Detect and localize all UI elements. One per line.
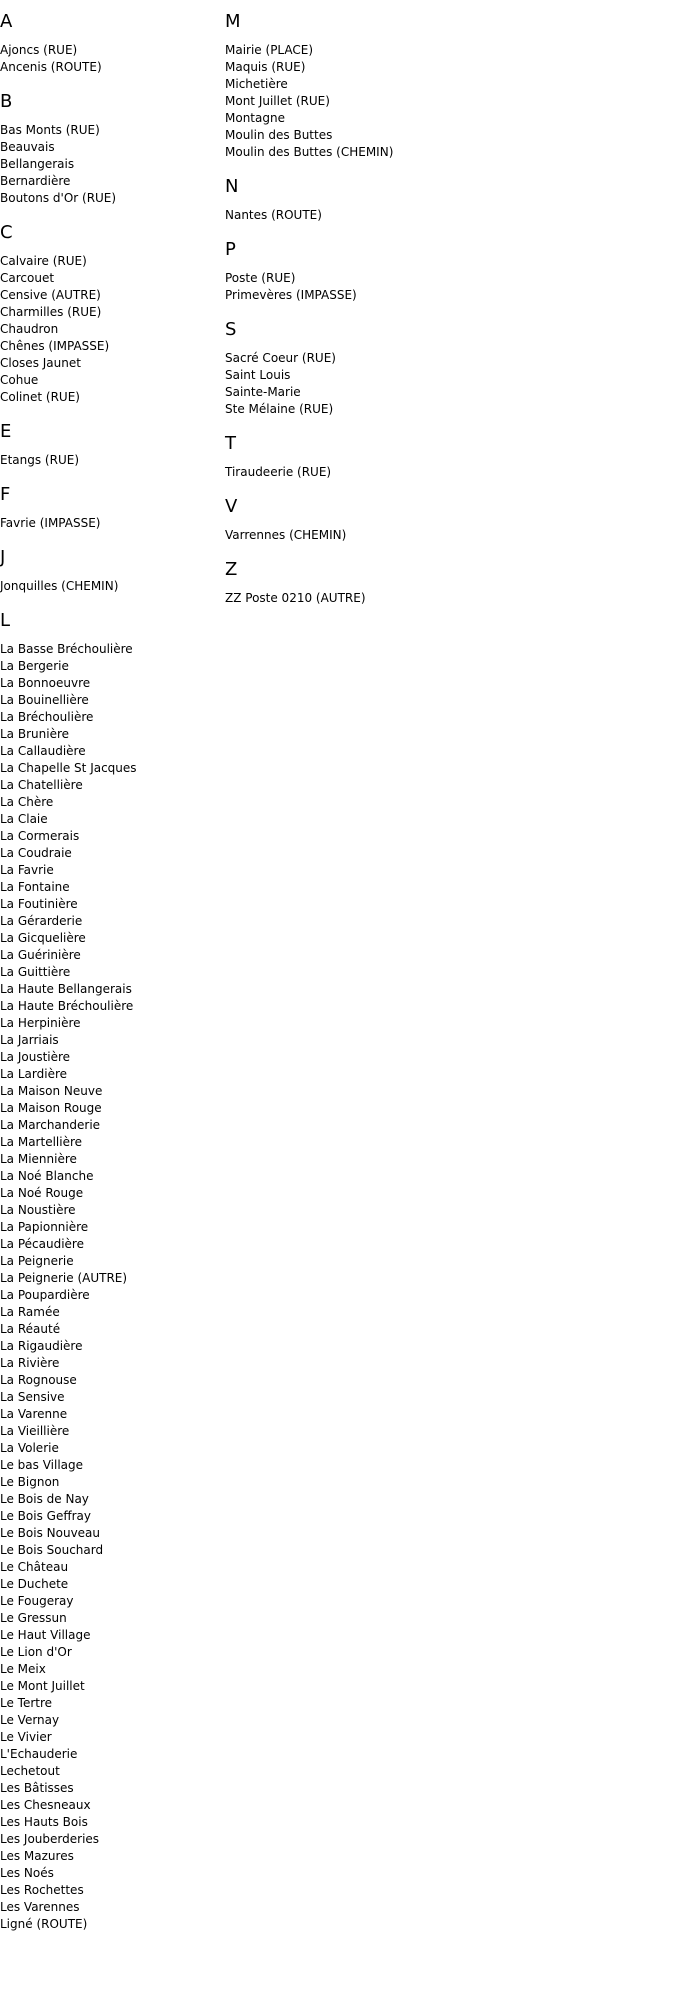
street-link[interactable]: La Réauté <box>0 1322 61 1336</box>
street-link[interactable]: Les Varennes <box>0 1900 80 1914</box>
street-link[interactable]: Le Bois de Nay <box>0 1492 89 1506</box>
street-link[interactable]: Le Haut Village <box>0 1628 91 1642</box>
street-link[interactable]: Les Bâtisses <box>0 1781 74 1795</box>
street-link[interactable]: Censive (AUTRE) <box>0 288 101 302</box>
street-link[interactable]: La Gicquelière <box>0 931 86 945</box>
letter-group-s <box>225 319 665 418</box>
street-link[interactable]: La Miennière <box>0 1152 77 1166</box>
street-link[interactable]: La Fontaine <box>0 880 70 894</box>
letter-group-m <box>225 11 665 161</box>
street-link[interactable]: Carcouet <box>0 271 55 285</box>
street-link[interactable]: La Brunière <box>0 727 69 741</box>
street-link[interactable]: La Martellière <box>0 1135 83 1149</box>
letter-group-j <box>0 547 220 595</box>
street-link[interactable]: Le Château <box>0 1560 69 1574</box>
street-link[interactable]: Le Bois Geffray <box>0 1509 91 1523</box>
street-link[interactable]: Bernardière <box>0 174 71 188</box>
street-link[interactable]: Varrennes (CHEMIN) <box>225 528 347 542</box>
street-link[interactable]: La Haute Bréchoulière <box>0 999 134 1013</box>
street-link[interactable]: Le Gressun <box>0 1611 67 1625</box>
street-link[interactable]: La Joustière <box>0 1050 71 1064</box>
letter-heading: B <box>0 91 13 112</box>
street-link[interactable]: Les Rochettes <box>0 1883 84 1897</box>
street-link[interactable]: La Coudraie <box>0 846 72 860</box>
street-link[interactable]: La Haute Bellangerais <box>0 982 132 996</box>
street-link[interactable]: Lechetout <box>0 1764 60 1778</box>
street-list <box>0 42 220 76</box>
street-link[interactable]: La Callaudière <box>0 744 86 758</box>
street-link[interactable]: Le Bois Nouveau <box>0 1526 101 1540</box>
street-list <box>0 515 220 532</box>
street-link[interactable]: La Rivière <box>0 1356 60 1370</box>
street-list <box>225 464 665 481</box>
street-link[interactable]: La Pécaudière <box>0 1237 84 1251</box>
street-link[interactable]: Ancenis (ROUTE) <box>0 60 102 74</box>
street-link[interactable]: Moulin des Buttes <box>225 128 333 142</box>
street-link[interactable]: Le Mont Juillet <box>0 1679 85 1693</box>
letter-heading: J <box>0 547 6 568</box>
street-link[interactable]: L'Echauderie <box>0 1747 78 1761</box>
street-link[interactable]: Montagne <box>225 111 285 125</box>
letter-group-b <box>0 91 220 207</box>
street-link[interactable]: Maquis (RUE) <box>225 60 306 74</box>
letter-heading: E <box>0 421 12 442</box>
street-link[interactable]: La Marchanderie <box>0 1118 101 1132</box>
street-link[interactable]: Le bas Village <box>0 1458 84 1472</box>
street-link[interactable]: La Bouinellière <box>0 693 89 707</box>
street-link[interactable]: Le Fougeray <box>0 1594 74 1608</box>
letter-group-v <box>225 496 665 544</box>
street-link[interactable]: Calvaire (RUE) <box>0 254 87 268</box>
street-link[interactable]: Primevères (IMPASSE) <box>225 288 357 302</box>
street-link[interactable]: Les Noés <box>0 1866 54 1880</box>
street-link[interactable]: Le Vernay <box>0 1713 60 1727</box>
letter-heading: A <box>0 11 13 32</box>
letter-group-z <box>225 559 665 607</box>
street-link[interactable]: Ligné (ROUTE) <box>0 1917 88 1931</box>
street-list <box>0 122 220 207</box>
street-link[interactable]: Le Vivier <box>0 1730 52 1744</box>
letter-heading: F <box>0 484 11 505</box>
letter-heading: V <box>225 496 238 517</box>
street-link[interactable]: La Guérinière <box>0 948 81 962</box>
street-link[interactable]: La Gérarderie <box>0 914 83 928</box>
street-link[interactable]: Chaudron <box>0 322 59 336</box>
street-link[interactable]: La Foutinière <box>0 897 78 911</box>
street-link[interactable]: Closes Jaunet <box>0 356 81 370</box>
street-link[interactable]: Bas Monts (RUE) <box>0 123 100 137</box>
street-link[interactable]: La Vieillière <box>0 1424 70 1438</box>
street-link[interactable]: La Ramée <box>0 1305 60 1319</box>
street-list <box>0 253 220 406</box>
street-link[interactable]: Charmilles (RUE) <box>0 305 102 319</box>
street-link[interactable]: La Chapelle St Jacques <box>0 761 137 775</box>
street-link[interactable]: La Chère <box>0 795 54 809</box>
street-link[interactable]: La Rognouse <box>0 1373 77 1387</box>
street-index-left-column <box>0 0 220 1948</box>
street-link[interactable]: Ajoncs (RUE) <box>0 43 78 57</box>
street-link[interactable]: Le Duchete <box>0 1577 69 1591</box>
street-list <box>225 207 665 224</box>
street-link[interactable]: La Claie <box>0 812 48 826</box>
street-link[interactable]: Le Tertre <box>0 1696 53 1710</box>
letter-group-l <box>0 610 220 1933</box>
street-link[interactable]: La Bergerie <box>0 659 69 673</box>
street-link[interactable]: Les Mazures <box>0 1849 74 1863</box>
street-link[interactable]: Les Chesneaux <box>0 1798 91 1812</box>
letter-heading: Z <box>225 559 238 580</box>
street-link[interactable]: Poste (RUE) <box>225 271 296 285</box>
street-link[interactable]: La Poupardière <box>0 1288 90 1302</box>
street-link[interactable]: La Maison Neuve <box>0 1084 103 1098</box>
letter-heading: S <box>225 319 237 340</box>
street-link[interactable]: Le Lion d'Or <box>0 1645 72 1659</box>
street-link[interactable]: Tiraudeerie (RUE) <box>225 465 332 479</box>
street-link[interactable]: Sacré Coeur (RUE) <box>225 351 336 365</box>
street-link[interactable]: Jonquilles (CHEMIN) <box>0 579 119 593</box>
street-link[interactable]: La Lardière <box>0 1067 68 1081</box>
street-link[interactable]: La Rigaudière <box>0 1339 83 1353</box>
letter-heading: P <box>225 239 236 260</box>
street-link[interactable]: La Jarriais <box>0 1033 59 1047</box>
street-link[interactable]: La Varenne <box>0 1407 68 1421</box>
street-link[interactable]: Ste Mélaine (RUE) <box>225 402 334 416</box>
street-link[interactable]: Boutons d'Or (RUE) <box>0 191 117 205</box>
street-link[interactable]: La Bonnoeuvre <box>0 676 91 690</box>
letter-group-e <box>0 421 220 469</box>
letter-group-t <box>225 433 665 481</box>
street-link[interactable]: Nantes (ROUTE) <box>225 208 322 222</box>
street-link[interactable]: La Maison Rouge <box>0 1101 102 1115</box>
street-list <box>0 641 220 1933</box>
street-list <box>225 42 665 161</box>
street-link[interactable]: Beauvais <box>0 140 55 154</box>
street-link[interactable]: Etangs (RUE) <box>0 453 79 467</box>
street-link[interactable]: Le Bois Souchard <box>0 1543 104 1557</box>
street-link[interactable]: ZZ Poste 0210 (AUTRE) <box>225 591 366 605</box>
street-link[interactable]: Colinet (RUE) <box>0 390 80 404</box>
street-link[interactable]: Chênes (IMPASSE) <box>0 339 110 353</box>
street-link[interactable]: Mont Juillet (RUE) <box>225 94 330 108</box>
street-link[interactable]: La Sensive <box>0 1390 65 1404</box>
street-link[interactable]: Le Meix <box>0 1662 46 1676</box>
street-link[interactable]: La Cormerais <box>0 829 80 843</box>
street-list <box>225 527 665 544</box>
street-link[interactable]: La Peignerie (AUTRE) <box>0 1271 128 1285</box>
street-link[interactable]: Cohue <box>0 373 39 387</box>
street-link[interactable]: La Herpinière <box>0 1016 81 1030</box>
street-list <box>225 270 665 304</box>
street-link[interactable]: La Guittière <box>0 965 71 979</box>
letter-heading: M <box>225 11 241 32</box>
street-link[interactable]: La Peignerie <box>0 1254 74 1268</box>
street-link[interactable]: La Noé Blanche <box>0 1169 94 1183</box>
street-link[interactable]: La Papionnière <box>0 1220 89 1234</box>
street-link[interactable]: Michetière <box>225 77 288 91</box>
street-list <box>225 350 665 418</box>
street-link[interactable]: Bellangerais <box>0 157 75 171</box>
street-link[interactable]: La Chatellière <box>0 778 83 792</box>
letter-group-p <box>225 239 665 304</box>
street-link[interactable]: Sainte-Marie <box>225 385 301 399</box>
street-link[interactable]: Le Bignon <box>0 1475 60 1489</box>
letter-heading: N <box>225 176 239 197</box>
letter-group-c <box>0 222 220 406</box>
street-link[interactable]: La Basse Bréchoulière <box>0 642 133 656</box>
street-list <box>225 590 665 607</box>
street-link[interactable]: La Favrie <box>0 863 54 877</box>
street-link[interactable]: Les Jouberderies <box>0 1832 100 1846</box>
street-list <box>0 578 220 595</box>
street-index-right-column <box>225 0 665 622</box>
letter-group-a <box>0 11 220 76</box>
letter-group-f <box>0 484 220 532</box>
street-list <box>0 452 220 469</box>
street-link[interactable]: Les Hauts Bois <box>0 1815 88 1829</box>
street-link[interactable]: La Bréchoulière <box>0 710 94 724</box>
letter-group-n <box>225 176 665 224</box>
letter-heading: T <box>225 433 236 454</box>
street-link[interactable]: La Volerie <box>0 1441 59 1455</box>
street-link[interactable]: Saint Louis <box>225 368 291 382</box>
street-link[interactable]: Moulin des Buttes (CHEMIN) <box>225 145 394 159</box>
street-link[interactable]: Favrie (IMPASSE) <box>0 516 101 530</box>
street-link[interactable]: La Noustière <box>0 1203 76 1217</box>
street-link[interactable]: La Noé Rouge <box>0 1186 84 1200</box>
letter-heading: L <box>0 610 11 631</box>
letter-heading: C <box>0 222 13 243</box>
street-link[interactable]: Mairie (PLACE) <box>225 43 314 57</box>
